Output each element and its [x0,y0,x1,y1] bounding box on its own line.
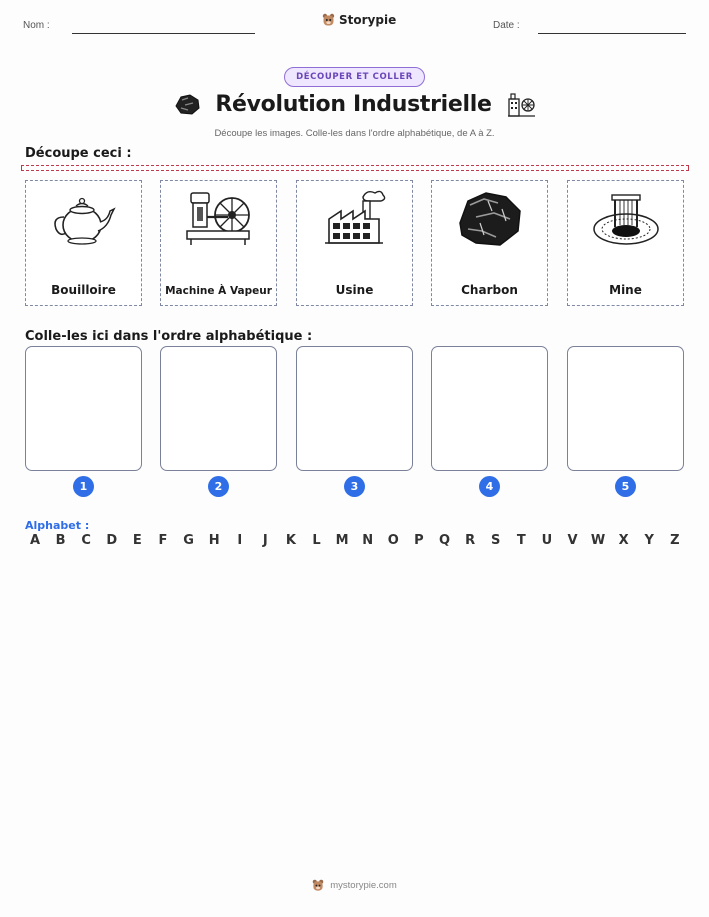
alphabet-letter: Z [670,533,680,548]
alphabet-letter: P [414,533,424,548]
slot-number: 3 [344,476,365,497]
date-line[interactable] [538,33,686,34]
kettle-icon [48,187,120,249]
alphabet-letter: R [465,533,476,548]
alphabet-letter: K [285,533,296,548]
alphabet-letter: J [262,533,268,548]
name-label: Nom : [23,20,50,31]
mine-icon [590,187,662,249]
cut-card-usine[interactable] [296,180,413,306]
slot-number: 2 [208,476,229,497]
card-label: Usine [335,283,374,297]
alphabet-letter: U [541,533,553,548]
title-row [0,91,709,117]
paste-slot-4[interactable] [431,346,548,471]
name-line[interactable] [72,33,255,34]
cut-heading: Découpe ceci : [25,146,132,161]
alphabet-letter: G [183,533,194,548]
alphabet-letter: X [618,533,629,548]
paste-heading: Colle-les ici dans l'ordre alphabétique : [25,329,313,344]
footer [0,879,709,892]
paste-slot-1[interactable] [25,346,142,471]
footer-link[interactable]: mystorypie.com [330,880,397,891]
paste-slot-2[interactable] [160,346,277,471]
paste-slot-5[interactable] [567,346,684,471]
factory-icon [319,187,391,249]
coal-lump-icon [454,187,526,249]
slot-number: 5 [615,476,636,497]
alphabet-letter: Y [644,533,654,548]
alphabet-letter: C [81,533,91,548]
page-title: Révolution Industrielle [215,91,492,117]
card-label: Machine À Vapeur [165,285,272,297]
card-label: Bouilloire [51,283,116,297]
alphabet-letter: V [567,533,578,548]
card-label: Mine [609,283,642,297]
storypie-logo-icon [312,879,324,892]
alphabet-letter: D [106,533,118,548]
alphabet-letter: O [387,533,399,548]
alphabet-letter: B [55,533,66,548]
alphabet-letter: H [208,533,220,548]
alphabet-letter: T [516,533,526,548]
cut-card-bouilloire[interactable] [25,180,142,306]
alphabet-letter: S [491,533,501,548]
instructions: Découpe les images. Colle-les dans l'ordre alphabétique, de A à Z. [214,128,495,139]
alphabet-letter: L [312,533,321,548]
steam-engine-icon [183,187,255,249]
paste-slot-3[interactable] [296,346,413,471]
alphabet-letter: I [237,533,243,548]
cut-line [21,165,689,171]
alphabet-row [27,533,683,548]
slot-number: 4 [479,476,500,497]
cut-card-machine-a-vapeur[interactable] [160,180,277,306]
alphabet-letter: E [132,533,142,548]
brand [322,13,396,27]
cut-card-charbon[interactable] [431,180,548,306]
alphabet-letter: A [29,533,41,548]
alphabet-letter: F [158,533,168,548]
activity-badge: DÉCOUPER ET COLLER [284,67,425,87]
alphabet-letter: M [335,533,349,548]
date-label: Date : [493,20,520,31]
brand-name: Storypie [339,13,397,27]
alphabet-letter: N [362,533,374,548]
cut-card-mine[interactable] [567,180,684,306]
factory-scene-icon [506,91,536,117]
alphabet-letter: Q [438,533,451,548]
alphabet-letter: W [590,533,606,548]
card-label: Charbon [461,283,518,297]
storypie-logo-icon [322,13,335,27]
slot-number: 1 [73,476,94,497]
coal-icon [173,92,201,116]
alphabet-heading: Alphabet : [25,519,90,532]
